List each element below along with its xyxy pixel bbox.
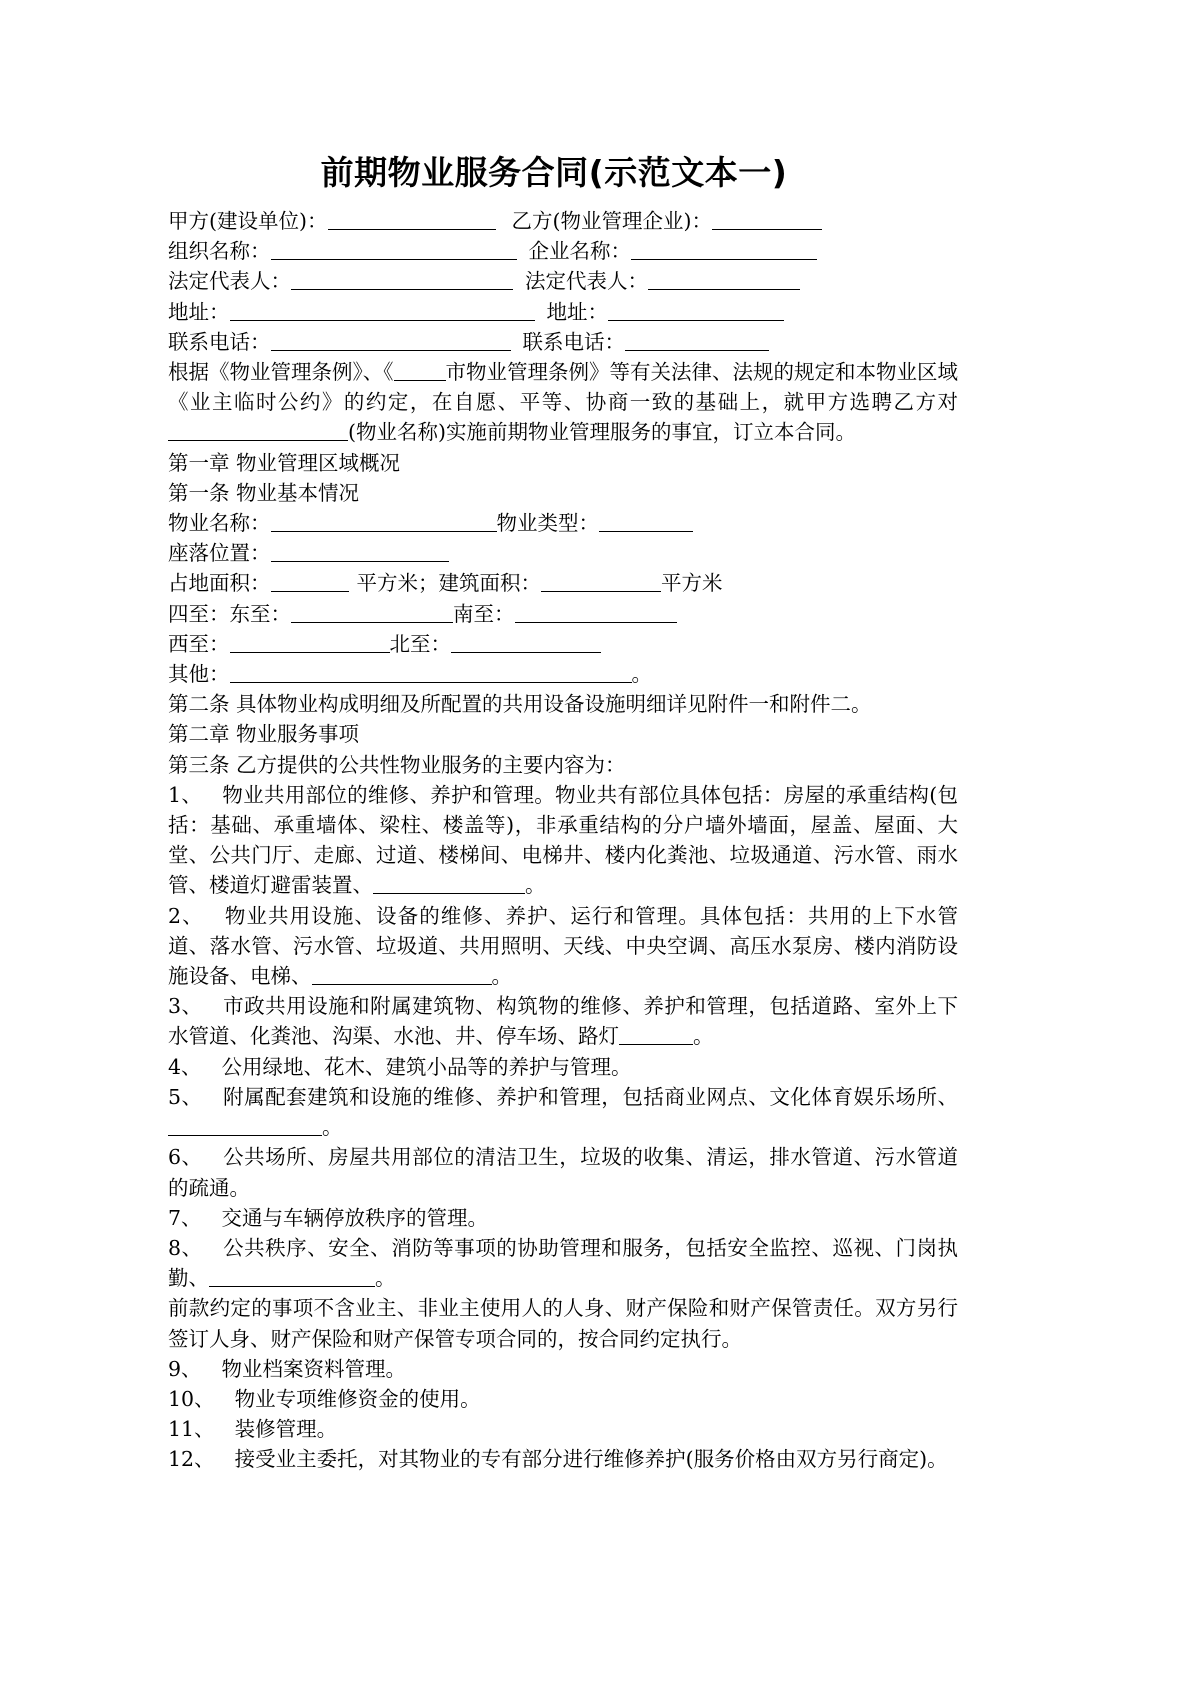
other-period: 。 (631, 662, 652, 687)
org-name-blank[interactable] (271, 240, 517, 260)
service-item-8 (168, 1233, 958, 1293)
service-item-11 (168, 1414, 958, 1444)
service-item-4-num: 4、 (168, 1054, 202, 1079)
party-a-label: 甲方(建设单位)： (168, 209, 328, 233)
service-item-5-end: 。 (322, 1115, 343, 1140)
boundary-east-south-row (168, 599, 958, 629)
service-item-10-text: 物业专项维修资金的使用。 (234, 1386, 481, 1411)
party-b-blank[interactable] (712, 210, 822, 230)
service-item-6-text: 公共场所、房屋共用部位的清洁卫生，垃圾的收集、清运，排水管道、污水管道的疏通。 (168, 1145, 959, 1200)
service-item-8-blank-a[interactable] (209, 1267, 225, 1287)
service-item-10-num: 10、 (168, 1386, 215, 1411)
preamble-segment-3: (物业名称)实施前期物业管理服务的事宜，订立本合同。 (348, 420, 856, 445)
service-item-3-text: 市政共用设施和附属建筑物、构筑物的维修、养护和管理，包括道路、室外上下水管道、化粪池、沟渠、水池、井、停车场、路灯 (168, 994, 959, 1049)
service-item-4-text: 公用绿地、花木、建筑小品等的养护与管理。 (221, 1054, 632, 1079)
article-3-heading: 第三条 乙方提供的公共性物业服务的主要内容为： (168, 752, 626, 777)
boundary-west-north-row (168, 629, 958, 659)
preamble-segment-1: 根据《物业管理条例》、《 (168, 360, 394, 385)
phone-a-label: 联系电话： (168, 329, 271, 354)
party-header-row (168, 206, 958, 236)
service-item-8-num: 8、 (168, 1235, 203, 1260)
chapter-2-heading: 第二章 物业服务事项 (168, 722, 360, 747)
property-type-label: 物业类型： (496, 511, 599, 536)
boundary-east-label: 四至：东至： (168, 601, 291, 626)
property-name-field[interactable] (271, 512, 497, 532)
build-area-field[interactable] (541, 572, 661, 592)
address-b-label: 地址： (546, 299, 608, 324)
property-type-field[interactable] (599, 512, 693, 532)
property-location-field[interactable] (271, 542, 449, 562)
land-area-unit: 平方米； (356, 571, 439, 596)
legal-rep-a-label: 法定代表人： (168, 269, 291, 294)
page-title: 前期物业服务合同(示范文本一) (320, 153, 788, 192)
boundary-west-label: 西至： (168, 631, 230, 656)
org-name-label: 组织名称： (168, 239, 271, 264)
service-item-5-blank-b[interactable] (226, 1116, 322, 1136)
service-item-1-blank[interactable] (373, 874, 525, 894)
build-area-unit: 平方米 (661, 571, 723, 596)
service-item-1-num: 1、 (168, 782, 203, 807)
legal-rep-b-label: 法定代表人： (525, 269, 648, 294)
service-item-5-text: 附属配套建筑和设施的维修、养护和管理，包括商业网点、文化体育娱乐场所、 (222, 1084, 959, 1109)
property-name-blank[interactable] (168, 421, 348, 441)
service-item-5-blank-a[interactable] (168, 1116, 226, 1136)
other-row (168, 659, 958, 689)
service-item-11-num: 11、 (168, 1417, 215, 1442)
legal-rep-a-blank[interactable] (291, 270, 513, 290)
service-item-12-text: 接受业主委托，对其物业的专有部分进行维修养护(服务价格由双方另行商定)。 (234, 1447, 948, 1472)
boundary-south-label: 南至： (453, 601, 515, 626)
service-item-5-num: 5、 (168, 1084, 203, 1109)
enterprise-name-label: 企业名称： (528, 239, 631, 264)
legal-rep-b-blank[interactable] (648, 270, 800, 290)
service-item-6 (168, 1142, 958, 1202)
service-item-1 (168, 780, 958, 901)
area-row (168, 568, 958, 598)
service-item-2-text: 物业共用设施、设备的维修、养护、运行和管理。具体包括：共用的上下水管道、落水管、污水管、垃圾道、共用照明、天线、中央空调、高压水泵房、楼内消防设施设备、电梯、 (168, 903, 959, 989)
document-body (168, 206, 958, 1475)
phone-b-label: 联系电话： (522, 329, 625, 354)
chapter-1-heading: 第一章 物业管理区域概况 (168, 450, 401, 475)
property-location-label: 座落位置： (168, 541, 271, 566)
org-name-row (168, 236, 958, 266)
service-item-8-end: 。 (375, 1266, 396, 1291)
article-1-heading: 第一条 物业基本情况 (168, 480, 360, 505)
service-item-12 (168, 1444, 958, 1474)
service-item-7 (168, 1203, 958, 1233)
legal-rep-row (168, 266, 958, 296)
note-paragraph: 前款约定的事项不含业主、非业主使用人的人身、财产保险和财产保管责任。双方另行签订人身、财产保险和财产保管专项合同的，按合同约定执行。 (168, 1296, 958, 1351)
service-item-1-text: 物业共用部位的维修、养护和管理。物业共有部位具体包括：房屋的承重结构(包括：基础、承重墙体、梁柱、楼盖等)，非承重结构的分户墙外墙面，屋盖、屋面、大堂、公共门厅、走廊、过道、楼梯间、电梯井、楼内化粪池、垃圾通道、污水管、雨水管、楼道灯避雷装置、 (168, 782, 958, 898)
service-item-2 (168, 901, 958, 992)
boundary-north-label: 北至： (389, 631, 451, 656)
property-location-row (168, 538, 958, 568)
city-blank[interactable] (394, 361, 446, 381)
service-item-9-text: 物业档案资料管理。 (221, 1356, 407, 1381)
boundary-north-field[interactable] (451, 632, 601, 652)
preamble-segment-2: 市物业管理条例》等有关法律、法规的规定和本物业区域《业主临时公约》的约定，在自愿、平等、协商一致的基础上，就甲方选聘乙方对 (168, 360, 958, 415)
boundary-west-field[interactable] (230, 632, 390, 652)
service-item-3-blank[interactable] (619, 1025, 693, 1045)
service-item-1-end: 。 (525, 873, 546, 898)
service-item-9-num: 9、 (168, 1356, 202, 1381)
boundary-east-field[interactable] (291, 602, 453, 622)
article-2-text: 第二条 具体物业构成明细及所配置的共用设备设施明细详见附件一和附件二。 (168, 692, 872, 717)
preamble-paragraph (168, 357, 958, 448)
service-item-2-end: 。 (491, 964, 512, 989)
service-item-10 (168, 1384, 958, 1414)
land-area-label: 占地面积： (168, 571, 271, 596)
service-item-3-end: 。 (693, 1024, 714, 1049)
address-b-blank[interactable] (608, 300, 784, 320)
party-b-label: 乙方(物业管理企业)： (511, 209, 712, 233)
address-row (168, 297, 958, 327)
phone-row (168, 327, 958, 357)
enterprise-name-blank[interactable] (631, 240, 817, 260)
service-item-5 (168, 1082, 958, 1142)
service-item-7-num: 7、 (168, 1205, 202, 1230)
address-a-label: 地址： (168, 299, 230, 324)
phone-b-blank[interactable] (625, 330, 769, 350)
service-item-12-num: 12、 (168, 1447, 215, 1472)
service-item-3 (168, 991, 958, 1051)
service-item-9 (168, 1354, 958, 1384)
service-item-2-num: 2、 (168, 903, 204, 928)
service-item-3-num: 3、 (168, 994, 203, 1019)
service-item-8-text: 公共秩序、安全、消防等事项的协助管理和服务，包括安全监控、巡视、门岗执勤、 (168, 1235, 959, 1291)
service-item-4 (168, 1052, 958, 1082)
service-item-2-blank[interactable] (312, 965, 492, 985)
phone-a-blank[interactable] (271, 330, 511, 350)
other-field[interactable] (230, 663, 632, 683)
land-area-field[interactable] (271, 572, 349, 592)
other-label: 其他： (168, 662, 230, 687)
property-name-label: 物业名称： (168, 511, 271, 536)
property-name-row (168, 508, 958, 538)
service-item-6-num: 6、 (168, 1145, 203, 1170)
service-item-8-blank-b[interactable] (225, 1267, 375, 1287)
build-area-label: 建筑面积： (438, 571, 541, 596)
service-item-7-text: 交通与车辆停放秩序的管理。 (221, 1205, 489, 1230)
boundary-south-field[interactable] (515, 602, 677, 622)
party-a-blank[interactable] (328, 210, 496, 230)
address-a-blank[interactable] (230, 300, 535, 320)
service-item-11-text: 装修管理。 (234, 1417, 338, 1442)
